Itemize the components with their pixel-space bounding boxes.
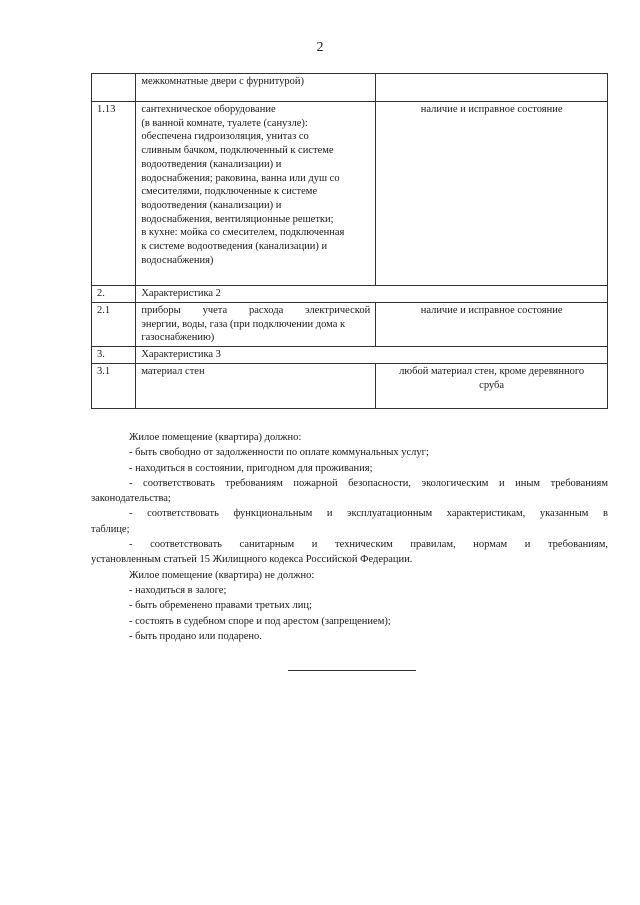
row-requirement (376, 364, 608, 409)
requirement-line: сруба (479, 379, 505, 391)
row-number: 2. (92, 286, 136, 303)
table-row (92, 347, 608, 364)
description-line: энергии, воды, газа (при подключении дома к (141, 318, 346, 330)
must-item: - быть свободно от задолженности по оплате коммунальных услуг; (129, 447, 429, 459)
requirement-line: наличие и исправное состояние (420, 104, 563, 115)
must-not-item: - находиться в залоге; (129, 584, 227, 596)
row-description (136, 102, 376, 286)
row-number (92, 74, 136, 102)
row-requirement (376, 102, 608, 286)
must-item: - соответствовать требованиям пожарной безопасности, экологическим и иным требованиям (129, 477, 608, 489)
must-item: - соответствовать санитарным и техническим правилам, нормам и требованиям, (129, 539, 608, 551)
description-line: газоснабжению) (141, 332, 215, 344)
page-number: 2 (316, 40, 324, 55)
description-line: межкомнатные двери с фурнитурой) (141, 76, 304, 87)
description-line: сантехническое оборудование (141, 104, 276, 115)
row-description (136, 74, 376, 102)
section-title: Характеристика 3 (136, 347, 608, 364)
description-line: к системе водоотведения (канализации) и (141, 241, 328, 253)
row-description (136, 303, 376, 347)
row-number: 3. (92, 347, 136, 364)
must-not-item: - быть продано или подарено. (129, 630, 262, 642)
description-line: обеспечена гидроизоляция, унитаз со (141, 131, 309, 143)
specification-table (91, 73, 608, 409)
must-item-continuation: законодательства; (91, 493, 171, 505)
must-not-intro: Жилое помещение (квартира) не должно: (129, 569, 315, 581)
table-row (92, 102, 608, 286)
description-line: в кухне: мойка со смесителем, подключенная (141, 227, 345, 239)
must-item: - соответствовать функциональным и эксплуатационным характеристикам, указанным в (129, 508, 608, 520)
row-requirement (376, 303, 608, 347)
requirement-line: наличие и исправное состояние (420, 305, 563, 316)
requirements-text (91, 430, 608, 644)
table-row (92, 364, 608, 409)
description-line: смесителями, подключенные к системе (141, 186, 318, 198)
must-intro: Жилое помещение (квартира) должно: (129, 432, 302, 443)
table-row (92, 74, 608, 102)
description-line: водоотведения (канализации) и (141, 199, 282, 211)
must-not-item: - состоять в судебном споре и под арестом (запрещением); (129, 615, 391, 627)
row-requirement (376, 74, 608, 102)
row-number: 3.1 (92, 364, 136, 409)
row-description (136, 364, 376, 409)
section-title: Характеристика 2 (136, 286, 608, 303)
closing-rule (288, 670, 416, 671)
description-line: приборы учета расхода электрической (141, 305, 371, 316)
must-not-item: - быть обременено правами третьих лиц; (129, 600, 312, 612)
description-line: сливным бачком, подключенный к системе (141, 145, 334, 157)
description-line: водоотведения (канализации) и (141, 158, 282, 170)
must-item-continuation: установленным статьей 15 Жилищного кодекса Российской Федерации. (91, 554, 413, 566)
requirement-line: любой материал стен, кроме деревянного (399, 366, 585, 378)
description-line: водоснабжения, вентиляционные решетки; (141, 213, 334, 225)
must-item: - находиться в состоянии, пригодном для проживания; (129, 462, 373, 474)
description-line: (в ванной комнате, туалете (санузле): (141, 117, 308, 129)
row-number: 2.1 (92, 303, 136, 347)
description-line: водоснабжения; раковина, ванна или душ со (141, 172, 340, 184)
must-item-continuation: таблице; (91, 523, 130, 535)
description-line: водоснабжения) (141, 254, 214, 266)
table-row (92, 286, 608, 303)
description-line: материал стен (141, 366, 205, 378)
row-number: 1.13 (92, 102, 136, 286)
table-row (92, 303, 608, 347)
